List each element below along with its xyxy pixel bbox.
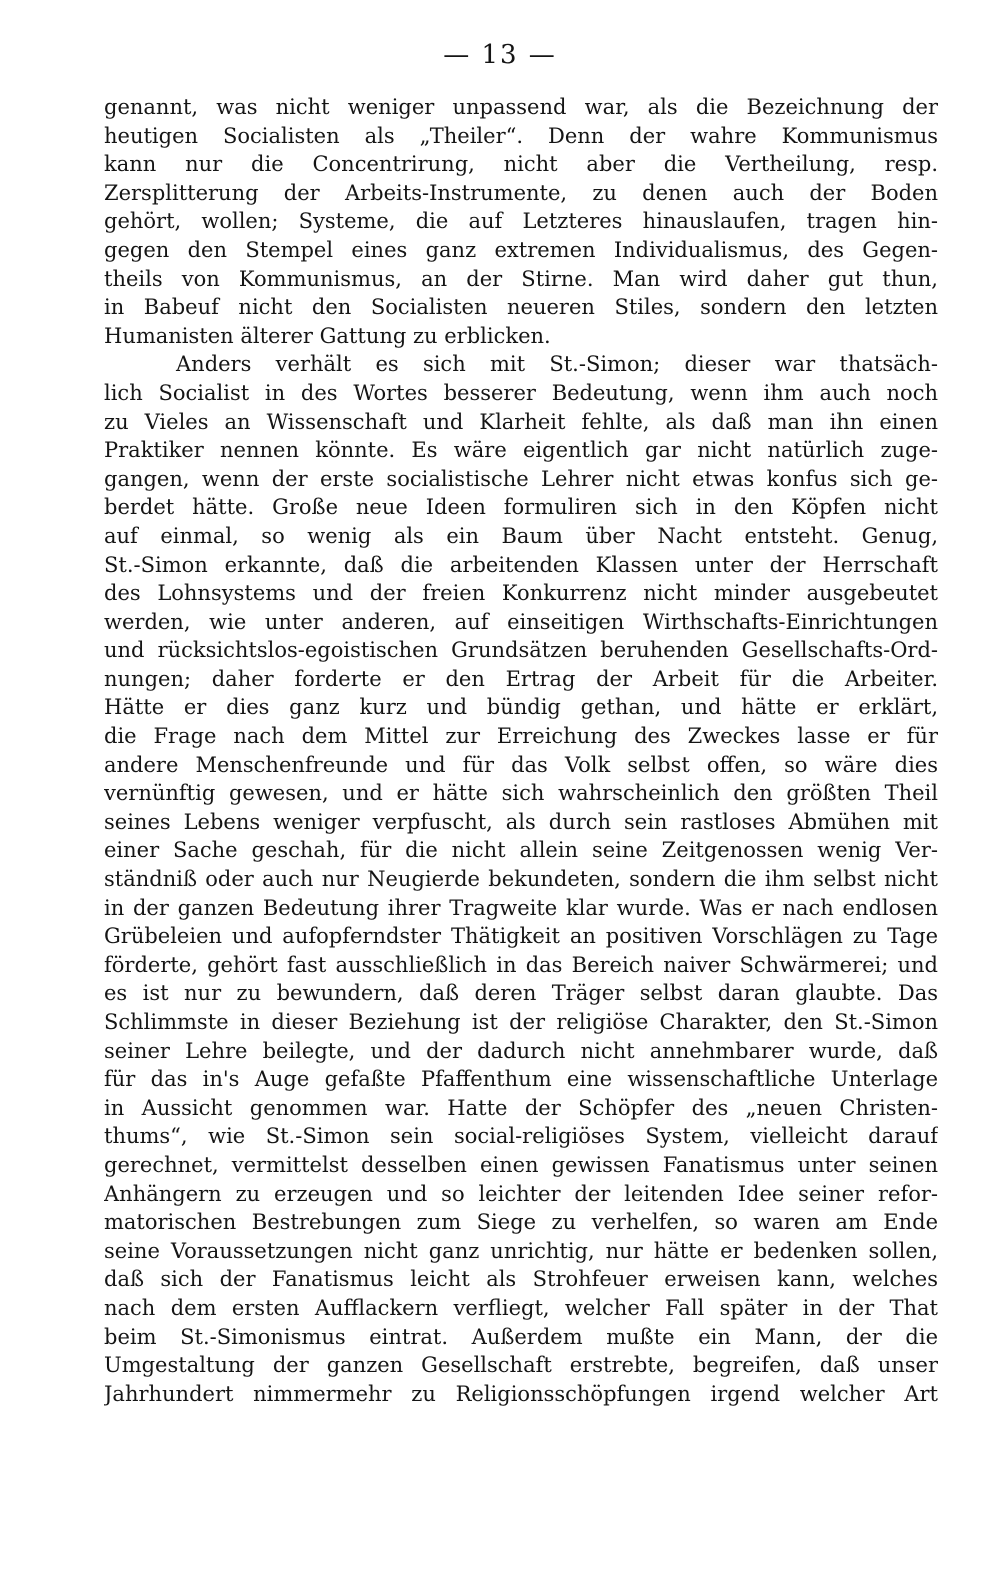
body-text	[104, 93, 938, 1408]
text-line: Anhängern zu erzeugen und so leichter der leitenden Idee seiner refor-	[104, 1181, 938, 1206]
text-line: werden, wie unter anderen, auf einseitigen Wirthschafts-Einrichtungen	[104, 609, 938, 634]
text-line: Schlimmste in dieser Beziehung ist der religiöse Charakter, den St.-Simon	[104, 1010, 938, 1034]
text-line: St.-Simon erkannte, daß die arbeitenden Klassen unter der Herrschaft	[104, 552, 938, 577]
page-number: — 13 —	[443, 40, 557, 70]
text-line: seine Voraussetzungen nicht ganz unrichtig, nur hätte er bedenken sollen,	[104, 1238, 938, 1263]
text-line: seines Lebens weniger verpfuscht, als durch sein rastloses Abmühen mit	[104, 809, 938, 834]
text-line: gerechnet, vermittelst desselben einen gewissen Fanatismus unter seinen	[104, 1152, 938, 1177]
text-line: thums“, wie St.-Simon sein social-religiöses System, vielleicht darauf	[104, 1124, 938, 1149]
text-line: einer Sache geschah, für die nicht allein seine Zeitgenossen wenig Ver-	[104, 838, 938, 863]
text-line: für das in's Auge gefaßte Pfaffenthum eine wissenschaftliche Unterlage	[104, 1067, 938, 1092]
text-line: in Aussicht genommen war. Hatte der Schöpfer des „neuen Christen-	[104, 1095, 938, 1120]
text-line: Praktiker nennen könnte. Es wäre eigentlich gar nicht natürlich zuge-	[104, 438, 938, 463]
text-line: ständniß oder auch nur Neugierde bekundeten, sondern die ihm selbst nicht	[104, 867, 938, 892]
text-line: Zersplitterung der Arbeits-Instrumente, zu denen auch der Boden	[104, 180, 938, 205]
text-line: und rücksichtslos-egoistischen Grundsätzen beruhenden Gesellschafts-Ord-	[104, 638, 938, 663]
text-line: förderte, gehört fast ausschließlich in das Bereich naiver Schwärmerei; und	[104, 952, 938, 977]
text-line: gehört, wollen; Systeme, die auf Letzteres hinauslaufen, tragen hin-	[104, 209, 938, 234]
text-line: daß sich der Fanatismus leicht als Strohfeuer erweisen kann, welches	[104, 1267, 938, 1292]
text-line: in der ganzen Bedeutung ihrer Tragweite klar wurde. Was er nach endlosen	[104, 895, 938, 920]
text-line: lich Socialist in des Wortes besserer Bedeutung, wenn ihm auch noch	[104, 380, 938, 405]
text-line: auf einmal, so wenig als ein Baum über Nacht entsteht. Genug,	[104, 523, 938, 548]
text-line: des Lohnsystems und der freien Konkurrenz nicht minder ausgebeutet	[104, 581, 938, 606]
text-line: kann nur die Concentrirung, nicht aber die Vertheilung, resp.	[104, 152, 938, 177]
text-line: gangen, wenn der erste socialistische Lehrer nicht etwas konfus sich ge-	[104, 466, 938, 491]
text-line: es ist nur zu bewundern, daß deren Träger selbst daran glaubte. Das	[104, 981, 938, 1006]
text-line: genannt, was nicht weniger unpassend war, als die Bezeichnung der	[104, 95, 938, 119]
text-line: Humanisten älterer Gattung zu erblicken.	[104, 323, 551, 348]
text-line: nungen; daher forderte er den Ertrag der Arbeit für die Arbeiter.	[104, 666, 938, 691]
text-line: Anders verhält es sich mit St.-Simon; dieser war thatsäch-	[176, 352, 938, 377]
text-line: beim St.-Simonismus eintrat. Außerdem mußte ein Mann, der die	[104, 1324, 938, 1349]
text-line: berdet hätte. Große neue Ideen formuliren sich in den Köpfen nicht	[104, 495, 938, 520]
text-line: die Frage nach dem Mittel zur Erreichung des Zweckes lasse er für	[104, 724, 938, 749]
text-line: theils von Kommunismus, an der Stirne. Man wird daher gut thun,	[104, 266, 938, 291]
text-line: matorischen Bestrebungen zum Siege zu verhelfen, so waren am Ende	[104, 1210, 938, 1235]
text-line: Hätte er dies ganz kurz und bündig gethan, und hätte er erklärt,	[104, 695, 938, 720]
text-line: zu Vieles an Wissenschaft und Klarheit fehlte, als daß man ihn einen	[104, 409, 938, 434]
text-line: gegen den Stempel eines ganz extremen Individualismus, des Gegen-	[104, 237, 938, 262]
text-line: heutigen Socialisten als „Theiler“. Denn der wahre Kommunismus	[104, 123, 938, 148]
text-line: andere Menschenfreunde und für das Volk selbst offen, so wäre dies	[104, 752, 938, 777]
text-line: nach dem ersten Aufflackern verfliegt, welcher Fall später in der That	[104, 1295, 938, 1320]
text-line: Jahrhundert nimmermehr zu Religionsschöpfungen irgend welcher Art	[104, 1381, 938, 1406]
text-line: Grübeleien und aufopferndster Thätigkeit an positiven Vorschlägen zu Tage	[104, 924, 938, 949]
text-line: Umgestaltung der ganzen Gesellschaft erstrebte, begreifen, daß unser	[104, 1353, 938, 1378]
text-line: vernünftig gewesen, und er hätte sich wahrscheinlich den größten Theil	[104, 781, 938, 806]
text-line: seiner Lehre beilegte, und der dadurch nicht annehmbarer wurde, daß	[104, 1038, 938, 1063]
text-line: in Babeuf nicht den Socialisten neueren Stiles, sondern den letzten	[104, 295, 938, 320]
